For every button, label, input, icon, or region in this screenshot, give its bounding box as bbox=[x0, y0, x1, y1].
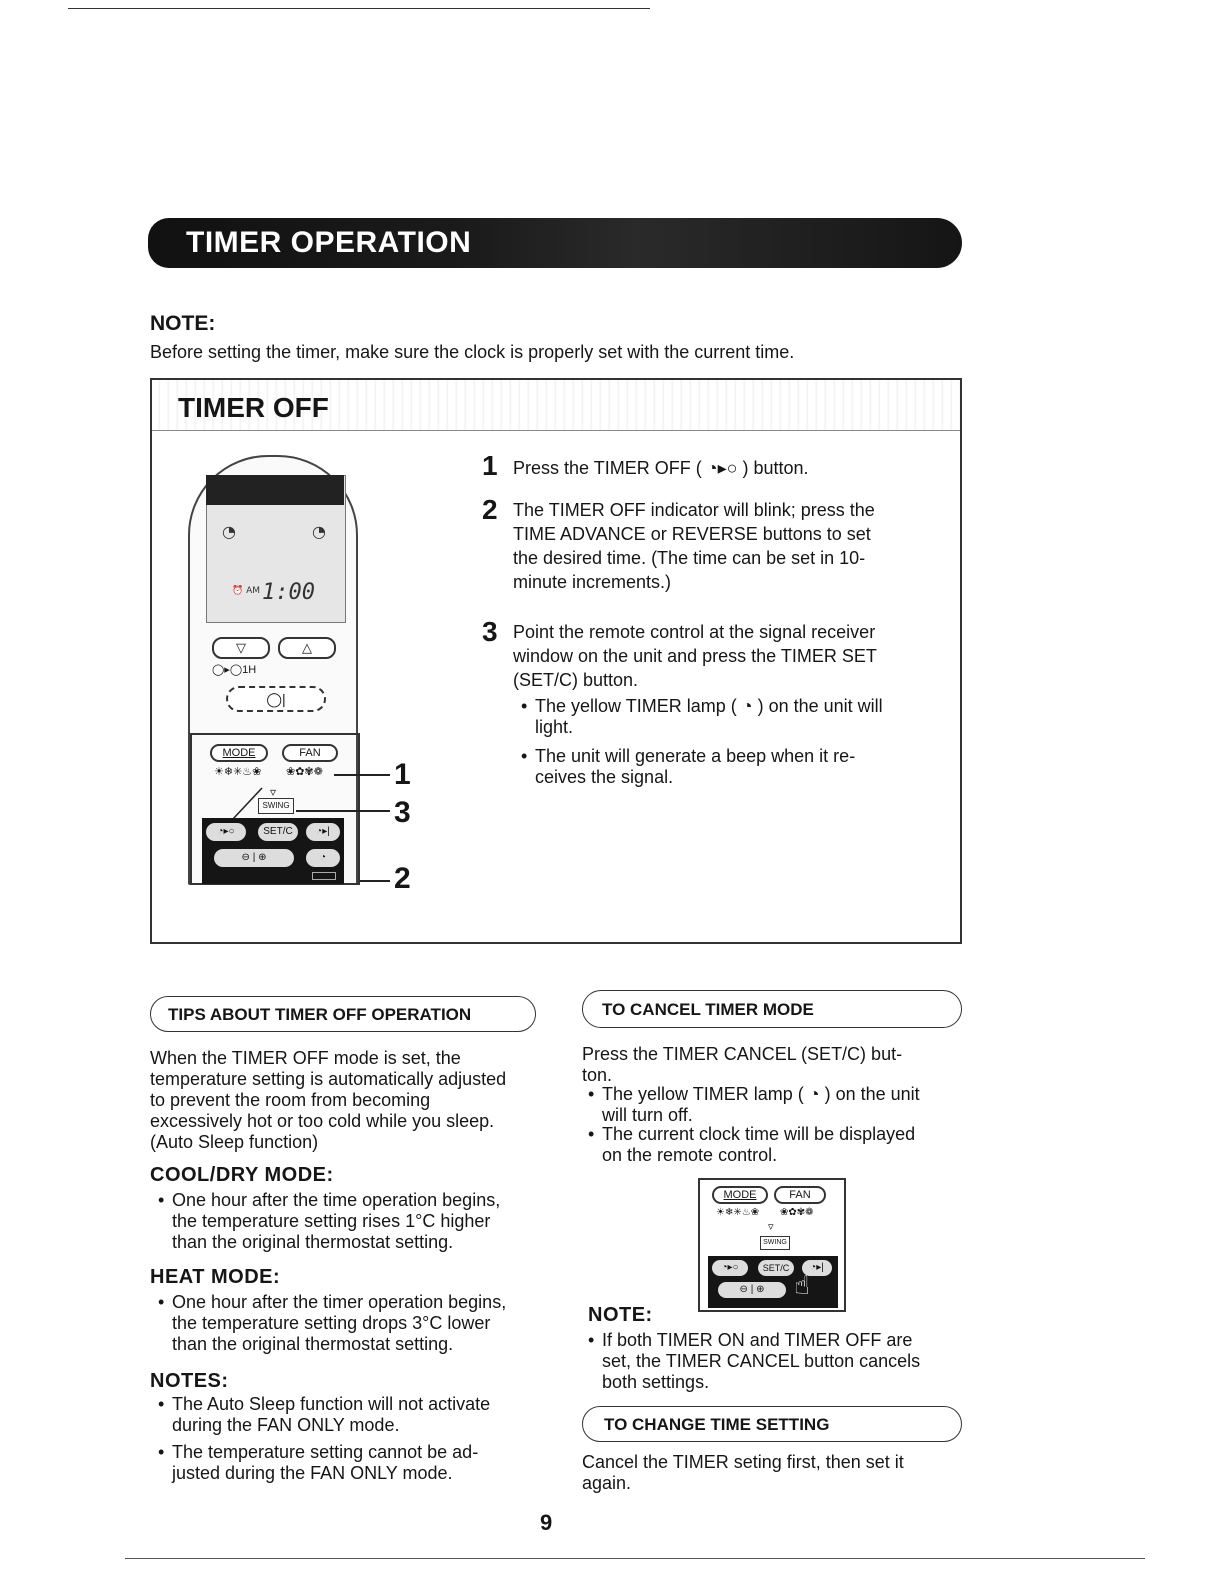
fan-speed-icons: ❀✿✾❁ bbox=[286, 766, 323, 778]
mode-button[interactable] bbox=[712, 1186, 768, 1204]
timer-off-title: TIMER OFF bbox=[178, 392, 329, 423]
step-line: minute increments.) bbox=[513, 572, 672, 592]
bullet-line: both settings. bbox=[602, 1372, 710, 1392]
step-number: 1 bbox=[482, 450, 498, 481]
bullet-line: will turn off. bbox=[602, 1105, 693, 1125]
note-text: Before setting the timer, make sure the clock is properly set with the current time. bbox=[150, 342, 795, 362]
timer-off-icon: ◔▸○ bbox=[217, 826, 235, 837]
bullet-line: • The yellow TIMER lamp ( ◔ ) on the unit will bbox=[535, 696, 883, 716]
swing-icon: ▿ bbox=[768, 1221, 774, 1233]
lcd-time: 1:00 bbox=[262, 580, 315, 605]
mode-icons: ☀❄✳♨❀ bbox=[716, 1207, 760, 1218]
mode-button-label: MODE bbox=[222, 747, 256, 759]
fan-button[interactable] bbox=[282, 744, 338, 762]
step-line: (SET/C) button. bbox=[513, 670, 639, 690]
notes-bullet bbox=[172, 1442, 478, 1484]
timer-on-button[interactable] bbox=[306, 823, 340, 841]
callout-1: 1 bbox=[394, 758, 411, 791]
timer-off-header-divider bbox=[152, 430, 960, 431]
callout-2: 2 bbox=[394, 862, 411, 895]
swing-button[interactable]: SWING bbox=[760, 1236, 790, 1250]
bullet-line: • The temperature setting cannot be ad- bbox=[172, 1442, 479, 1462]
notes-heading: NOTES: bbox=[150, 1370, 229, 1392]
bullet-line: the temperature setting rises 1°C higher bbox=[172, 1211, 491, 1231]
step-number: 3 bbox=[482, 616, 498, 647]
tips-intro-line: (Auto Sleep function) bbox=[150, 1132, 319, 1152]
step-text: Press the TIMER OFF ( ◔▸○ ) button. bbox=[513, 458, 809, 478]
bullet-line: justed during the FAN ONLY mode. bbox=[172, 1463, 453, 1483]
time-reverse-button[interactable] bbox=[212, 637, 270, 659]
step-number: 2 bbox=[482, 494, 498, 525]
fan-button-label: FAN bbox=[789, 1189, 811, 1201]
bullet-line: ceives the signal. bbox=[535, 767, 674, 787]
tips-intro-line: When the TIMER OFF mode is set, the bbox=[150, 1048, 461, 1068]
bullet-line: • If both TIMER ON and TIMER OFF are bbox=[602, 1330, 913, 1350]
bullet-line: the temperature setting drops 3°C lower bbox=[172, 1313, 491, 1333]
note-heading: NOTE: bbox=[150, 312, 216, 335]
bullet-line: light. bbox=[535, 717, 574, 737]
bullet-line: • The Auto Sleep function will not activate bbox=[172, 1394, 491, 1414]
callout-3: 3 bbox=[394, 796, 411, 829]
power-button[interactable] bbox=[226, 686, 326, 712]
clock-button[interactable] bbox=[306, 849, 340, 867]
step-line: window on the unit and press the TIMER SET bbox=[513, 646, 877, 666]
change-text-line: Cancel the TIMER seting first, then set it bbox=[582, 1452, 904, 1472]
bullet-line: • The unit will generate a beep when it re- bbox=[535, 746, 856, 766]
cool-dry-bullet bbox=[172, 1190, 500, 1253]
tips-intro-line: temperature setting is automatically adjusted bbox=[150, 1069, 507, 1089]
timer-on-icon: ◔▸| bbox=[810, 1262, 824, 1273]
bullet-line: • One hour after the timer operation begins, bbox=[172, 1292, 507, 1312]
timer-off-button[interactable] bbox=[206, 823, 246, 841]
mode-button-label: MODE bbox=[723, 1189, 757, 1201]
step-line: The TIMER OFF indicator will blink; press the bbox=[513, 500, 875, 520]
battery-icon bbox=[312, 872, 336, 880]
cancel-bullet bbox=[602, 1084, 920, 1126]
cool-dry-heading: COOL/DRY MODE: bbox=[150, 1164, 334, 1186]
mode-button[interactable] bbox=[210, 744, 268, 762]
minus-plus-icon: ⊖ | ⊕ bbox=[241, 852, 267, 863]
tips-intro-line: excessively hot or too cold while you sleep. bbox=[150, 1111, 495, 1131]
time-adjust-button[interactable] bbox=[718, 1282, 786, 1298]
power-icon: ◯| bbox=[266, 691, 286, 707]
bottom-rule bbox=[125, 1558, 1145, 1559]
bullet-line: than the original thermostat setting. bbox=[172, 1232, 454, 1252]
minus-plus-icon: ⊖ | ⊕ bbox=[739, 1284, 765, 1295]
heat-mode-heading: HEAT MODE: bbox=[150, 1266, 281, 1288]
lcd-clock-label: ⏰ AM bbox=[232, 586, 260, 596]
page-number: 9 bbox=[540, 1510, 553, 1535]
remote-lcd-top bbox=[206, 475, 344, 505]
swing-button[interactable]: SWING bbox=[258, 798, 294, 814]
callout-line-3 bbox=[296, 810, 390, 812]
timer-off-button[interactable] bbox=[712, 1260, 748, 1276]
cancel-note-heading: NOTE: bbox=[588, 1304, 653, 1326]
tips-title: TIPS ABOUT TIMER OFF OPERATION bbox=[168, 1005, 472, 1024]
step-bullet bbox=[535, 746, 855, 788]
timer-on-icon: ◔▸| bbox=[316, 826, 330, 837]
cancel-title: TO CANCEL TIMER MODE bbox=[602, 1000, 814, 1019]
step-text bbox=[513, 620, 877, 692]
notes-bullet bbox=[172, 1394, 490, 1436]
bullet-line: • One hour after the time operation begins, bbox=[172, 1190, 501, 1210]
tips-intro-line: to prevent the room from becoming bbox=[150, 1090, 431, 1110]
bullet-line: than the original thermostat setting. bbox=[172, 1334, 454, 1354]
timer-indicator-icon: ◔ bbox=[312, 522, 326, 541]
change-text bbox=[582, 1452, 904, 1494]
fan-speed-icons: ❀✿✾❁ bbox=[780, 1207, 814, 1218]
timer-1h-button[interactable]: ◯▸◯1H bbox=[212, 664, 257, 676]
cancel-note-bullet bbox=[602, 1330, 920, 1393]
clock-icon: ◔ bbox=[319, 852, 327, 863]
bullet-line: • The yellow TIMER lamp ( ◔ ) on the unit bbox=[602, 1084, 920, 1104]
change-title: TO CHANGE TIME SETTING bbox=[604, 1415, 830, 1434]
time-adjust-button[interactable] bbox=[214, 849, 294, 867]
step-line: Point the remote control at the signal receiver bbox=[513, 622, 876, 642]
callout-line-1 bbox=[334, 774, 390, 776]
top-rule bbox=[68, 8, 650, 9]
change-text-line: again. bbox=[582, 1473, 632, 1493]
cancel-bullet bbox=[602, 1124, 915, 1166]
cancel-intro-line: Press the TIMER CANCEL (SET/C) but- bbox=[582, 1044, 903, 1064]
cancel-intro bbox=[582, 1044, 902, 1086]
set-cancel-button[interactable]: SET/C bbox=[258, 823, 298, 841]
down-arrow-icon: ▽ bbox=[236, 640, 246, 655]
fan-button-label: FAN bbox=[299, 747, 321, 759]
tips-intro bbox=[150, 1048, 536, 1153]
bullet-line: • The current clock time will be displayed bbox=[602, 1124, 916, 1144]
swing-icon: ▿ bbox=[270, 785, 277, 799]
step-line: TIME ADVANCE or REVERSE buttons to set bbox=[513, 524, 871, 544]
bullet-line: during the FAN ONLY mode. bbox=[172, 1415, 400, 1435]
step-text bbox=[513, 498, 875, 594]
step-bullet bbox=[535, 696, 883, 738]
cancel-intro-line: ton. bbox=[582, 1065, 613, 1085]
set-cancel-button[interactable]: SET/C bbox=[758, 1260, 794, 1276]
timer-indicator-icon: ◔ bbox=[222, 522, 236, 541]
hand-pointer-icon: ☝ bbox=[794, 1270, 810, 1300]
time-advance-button[interactable] bbox=[278, 637, 336, 659]
fan-button[interactable] bbox=[774, 1186, 826, 1204]
mode-icons: ☀❄✳♨❀ bbox=[214, 766, 262, 778]
heat-mode-bullet bbox=[172, 1292, 506, 1355]
section-title: TIMER OPERATION bbox=[186, 226, 472, 259]
bullet-line: set, the TIMER CANCEL button cancels bbox=[602, 1351, 921, 1371]
timer-off-icon: ◔▸○ bbox=[721, 1262, 739, 1273]
up-arrow-icon: △ bbox=[302, 640, 312, 655]
bullet-line: on the remote control. bbox=[602, 1145, 778, 1165]
callout-line-2 bbox=[360, 880, 390, 882]
step-line: the desired time. (The time can be set in 10- bbox=[513, 548, 866, 568]
